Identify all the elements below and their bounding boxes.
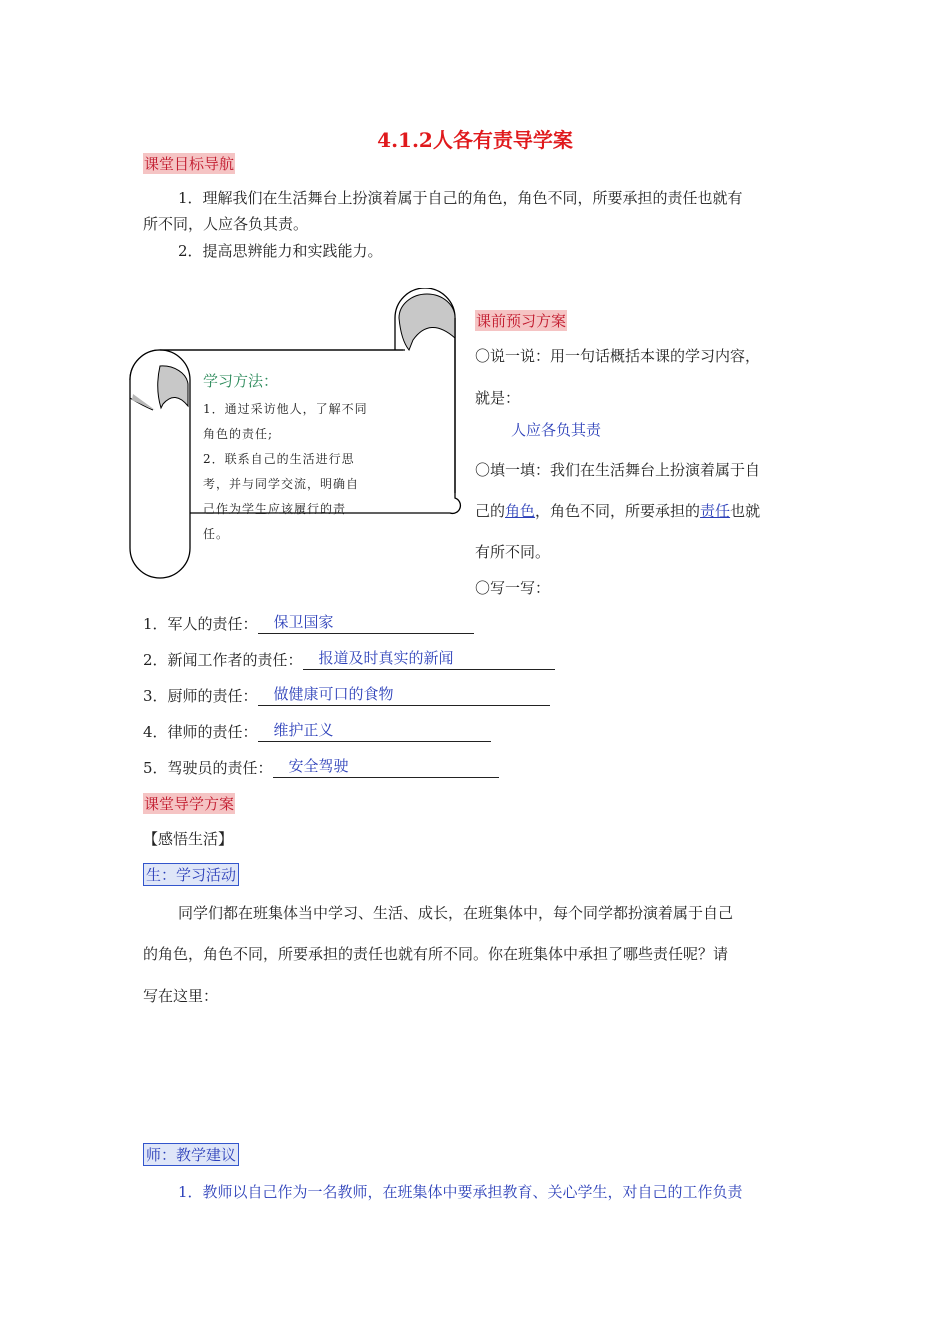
role-label: 1．军人的责任：: [143, 615, 258, 633]
activity-paragraph-line-3: 写在这里：: [143, 987, 219, 1005]
fill-text-1: 己的: [475, 502, 506, 520]
study-method-line: 2．联系自己的生活进行思: [203, 452, 355, 466]
section-heading-preview: 课前预习方案: [476, 312, 567, 330]
role-label: 2．新闻工作者的责任：: [143, 651, 303, 669]
fill-line-1: 〇填一填：我们在生活舞台上扮演着属于自: [475, 461, 761, 479]
sub-heading-life: 【感悟生活】: [143, 830, 234, 848]
role-answer: 维护正义: [273, 721, 334, 739]
role-answer: 做健康可口的食物: [273, 685, 394, 703]
study-method-title: 学习方法：: [203, 372, 279, 390]
write-label: 〇写一写：: [475, 579, 551, 597]
goal-2: 2．提高思辨能力和实践能力。: [178, 242, 383, 260]
answer-blank: [258, 615, 474, 634]
fill-answer-role: 角色: [505, 502, 536, 520]
fill-answer-duty: 责任: [700, 502, 731, 520]
study-method-line: 角色的责任;: [203, 427, 274, 441]
teacher-advice-tag: 师：教学建议: [143, 1143, 239, 1166]
say-line-2: 就是：: [475, 389, 521, 407]
section-heading-goals: 课堂目标导航: [144, 155, 235, 173]
study-method-line: 己作为学生应该履行的责: [203, 502, 347, 516]
role-item-journalist: [143, 649, 555, 670]
student-activity-tag: 生：学习活动: [143, 863, 239, 886]
fill-text-3: 也就: [730, 502, 761, 520]
section-heading-guide: 课堂导学方案: [144, 795, 235, 813]
role-item-lawyer: [143, 721, 491, 742]
role-item-chef: [143, 685, 550, 706]
study-method-body: [203, 397, 395, 547]
role-label: 4．律师的责任：: [143, 723, 258, 741]
answer-blank: [258, 687, 550, 706]
study-method-line: 1．通过采访他人，了解不同: [203, 402, 368, 416]
role-answer: 保卫国家: [273, 613, 334, 631]
fill-line-2: [475, 500, 760, 521]
fill-text-2: ，角色不同，所要承担的: [535, 502, 701, 520]
page-title: 4.1.2人各有责导学案: [377, 128, 573, 152]
answer-blank: [303, 651, 555, 670]
role-answer: 报道及时真实的新闻: [318, 649, 454, 667]
goal-1-line-1: 1．理解我们在生活舞台上扮演着属于自己的角色，角色不同，所要承担的责任也就有: [178, 189, 743, 207]
role-item-soldier: [143, 613, 474, 634]
answer-blank: [258, 723, 491, 742]
role-item-driver: [143, 757, 499, 778]
activity-paragraph-line-1: 同学们都在班集体当中学习、生活、成长，在班集体中，每个同学都扮演着属于自己: [178, 904, 734, 922]
answer-blank: [273, 759, 499, 778]
say-line-1: 〇说一说：用一句话概括本课的学习内容，: [475, 347, 761, 365]
role-label: 3．厨师的责任：: [143, 687, 258, 705]
say-answer: 人应各负其责: [511, 421, 602, 439]
study-method-line: 考，并与同学交流，明确自: [203, 477, 360, 491]
activity-paragraph-line-2: 的角色，角色不同，所要承担的责任也就有所不同。你在班集体中承担了哪些责任呢？请: [143, 945, 729, 963]
teacher-advice-line: 1．教师以自己作为一名教师，在班集体中要承担教育、关心学生，对自己的工作负责: [178, 1183, 743, 1201]
fill-line-3: 有所不同。: [475, 543, 551, 561]
role-label: 5．驾驶员的责任：: [143, 759, 273, 777]
goal-1-line-2: 所不同，人应各负其责。: [143, 215, 309, 233]
study-method-line: 任。: [203, 527, 230, 541]
role-answer: 安全驾驶: [288, 757, 349, 775]
